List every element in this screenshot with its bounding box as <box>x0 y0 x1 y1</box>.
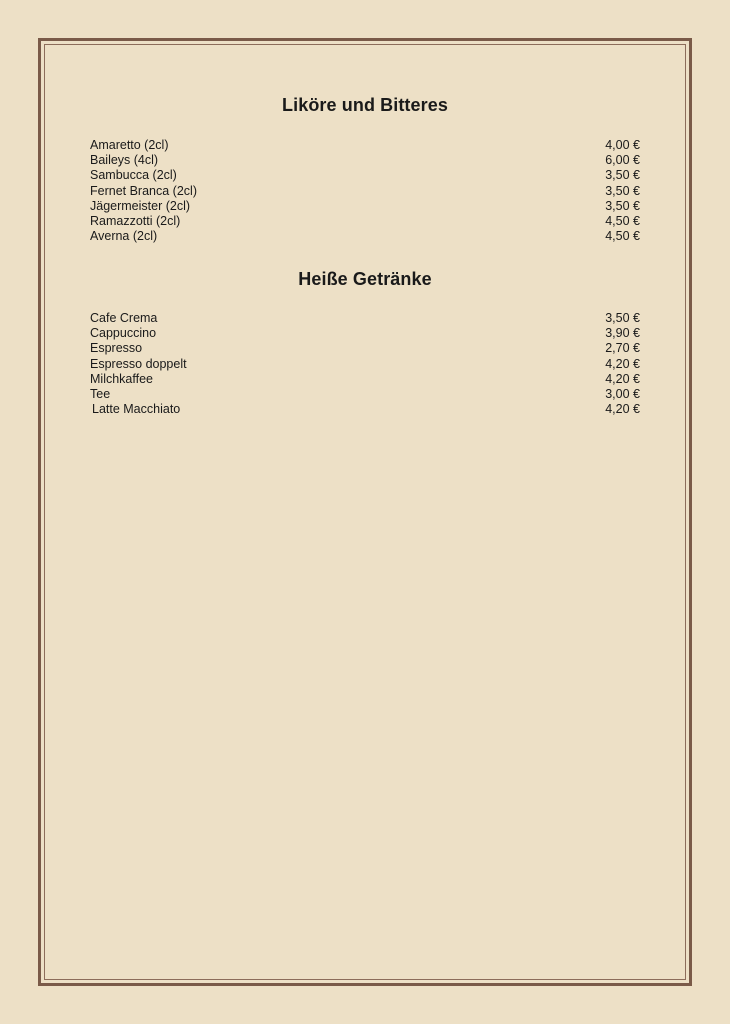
item-name: Espresso doppelt <box>90 356 187 371</box>
item-name: Cafe Crema <box>90 311 158 325</box>
item-price: 3,50 € <box>605 168 640 183</box>
section-title: Liköre und Bitteres <box>282 95 448 115</box>
item-price: 4,20 € <box>605 371 640 386</box>
item-name: Tee <box>90 386 111 401</box>
menu-item <box>88 341 642 356</box>
item-name: Cappuccino <box>90 326 157 341</box>
menu-item <box>88 229 642 244</box>
item-price: 3,90 € <box>605 326 640 341</box>
item-price: 3,50 € <box>605 198 640 213</box>
menu-item <box>88 402 642 417</box>
section-title: Heiße Getränke <box>298 269 432 289</box>
item-price: 2,70 € <box>605 341 640 356</box>
item-price: 4,20 € <box>605 402 640 417</box>
menu-item-list <box>88 311 642 417</box>
menu-item <box>88 372 642 387</box>
item-price: 4,20 € <box>605 356 640 371</box>
item-price: 3,50 € <box>605 183 640 198</box>
item-price: 4,00 € <box>605 138 640 152</box>
item-name: Averna (2cl) <box>90 229 158 244</box>
menu-item <box>88 326 642 341</box>
menu-item <box>88 184 642 199</box>
item-name: Jägermeister (2cl) <box>90 198 191 213</box>
item-name: Espresso <box>90 341 143 356</box>
section-hot-drinks <box>88 268 642 417</box>
item-price: 3,00 € <box>605 386 640 401</box>
item-price: 6,00 € <box>605 153 640 168</box>
item-price: 4,50 € <box>605 229 640 244</box>
menu-item <box>88 214 642 229</box>
item-name: Ramazzotti (2cl) <box>90 213 181 228</box>
item-price: 4,50 € <box>605 213 640 228</box>
menu-item <box>88 168 642 183</box>
menu-item <box>88 311 642 326</box>
item-name: Sambucca (2cl) <box>90 168 177 183</box>
menu-item <box>88 199 642 214</box>
item-name: Amaretto (2cl) <box>90 138 169 152</box>
item-price: 3,50 € <box>605 311 640 325</box>
menu-item <box>88 357 642 372</box>
menu-item <box>88 153 642 168</box>
menu-item <box>88 387 642 402</box>
menu-item <box>88 138 642 153</box>
menu-item-list <box>88 138 642 244</box>
item-name: Milchkaffee <box>90 371 153 386</box>
item-name: Latte Macchiato <box>92 402 181 417</box>
item-name: Fernet Branca (2cl) <box>90 183 197 198</box>
item-name: Baileys (4cl) <box>90 153 159 168</box>
section-liqueurs-bitters <box>88 94 642 244</box>
